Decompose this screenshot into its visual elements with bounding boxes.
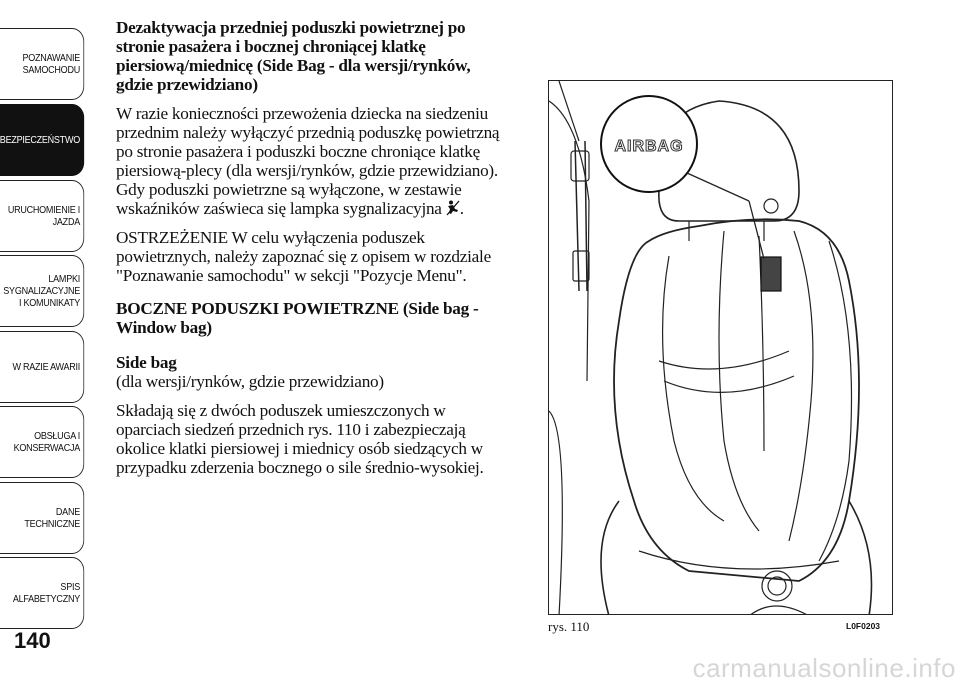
tab-label: POZNAWANIE SAMOCHODU (22, 52, 80, 76)
section-heading-side-bags: BOCZNE PODUSZKI POWIETRZNE (Side bag - Window bag) (116, 299, 479, 337)
airbag-off-warning-icon (446, 200, 460, 216)
seat-illustration (549, 81, 893, 615)
tab-w-razie-awarii[interactable] (0, 331, 84, 403)
text-column (116, 18, 508, 487)
section-heading-deactivation: Dezaktywacja przedniej poduszki powietrznej po stronie pasażera i bocznej chroniącej klatkę piersiową/miednicę (Side Bag - dla wersji/rynków, gdzie przewidziano) (116, 18, 471, 94)
tab-label: BEZPIECZEŃSTWO (0, 134, 80, 146)
tab-obsluga-i-konserwacja[interactable] (0, 406, 84, 478)
tab-poznawanie-samochodu[interactable] (0, 28, 84, 100)
figure-seat-airbag (548, 80, 893, 615)
figure-code: L0F0203 (846, 621, 881, 631)
tab-label: OBSŁUGA I KONSERWACJA (13, 430, 80, 454)
tab-label: SPIS ALFABETYCZNY (12, 581, 80, 605)
tab-dane-techniczne[interactable] (0, 482, 84, 554)
airbag-label: AIRBAG (614, 138, 684, 155)
tab-label: DANE TECHNICZNE (24, 506, 80, 530)
paragraph-child-seat (116, 104, 508, 218)
tab-uruchomienie-i-jazda[interactable] (0, 180, 84, 252)
tab-lampki-sygnalizacyjne[interactable] (0, 255, 84, 327)
tab-label: W RAZIE AWARII (12, 361, 80, 373)
figure-caption: rys. 110 (548, 619, 590, 634)
warning-paragraph: OSTRZEŻENIE W celu wyłączenia poduszek powietrznych, należy zapoznać się z opisem w rozdziale "Poznawanie samochodu" w sekcji "Pozycje Menu". (116, 228, 491, 285)
tab-bezpieczenstwo[interactable] (0, 104, 84, 176)
paragraph-text: W razie konieczności przewożenia dziecka na siedzeniu przednim należy wyłączyć przednią poduszkę powietrzną po stronie pasażera i poduszki boczne chroniące klatkę piersiową-plecy (dla wersji/rynków, gdzie przewidziano). Gdy poduszki powietrzne są wyłączone, w zestawie wskaźników zaświeca się lampka sygnalizacyjna (116, 104, 500, 218)
watermark: carmanualsonline.info (692, 653, 956, 683)
tab-spis-alfabetyczny[interactable] (0, 557, 84, 629)
side-bag-note: (dla wersji/rynków, gdzie przewidziano) (116, 372, 384, 391)
subheading-side-bag: Side bag (116, 353, 177, 372)
tab-label: URUCHOMIENIE I JAZDA (7, 204, 80, 228)
tab-label: LAMPKI SYGNALIZACYJNE I KOMUNIKATY (3, 273, 80, 309)
paragraph-end: . (459, 199, 464, 218)
page-number: 140 (14, 628, 51, 653)
paragraph-side-bag-description: Składają się z dwóch poduszek umieszczonych w oparciach siedzeń przednich rys. 110 i zabezpieczają okolice klatki piersiowej i miednicy osób siedzących w przypadku zderzenia bocznego o sile średnio-wysokiej. (116, 401, 484, 477)
